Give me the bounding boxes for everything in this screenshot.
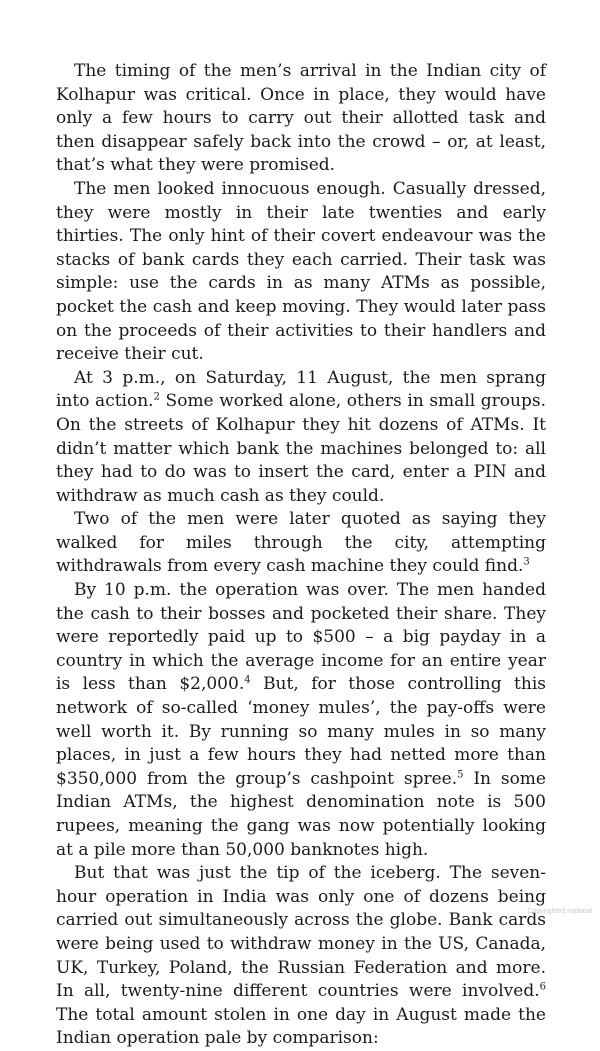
paragraph-text: In some Indian ATMs, the highest denomination note is 500 rupees, meaning the gang was now potentially looking at a pile more than 50,000 banknotes high. (56, 768, 546, 860)
paragraph (56, 862, 546, 1051)
footnote-marker: 4 (244, 674, 251, 686)
paragraph-text: At 3 p.m., on Saturday, 11 August, the men sprang into action. (56, 367, 546, 412)
footnote-marker: 5 (457, 769, 464, 781)
footnote-marker: 2 (153, 391, 160, 403)
footnote-marker: 6 (539, 981, 546, 993)
paragraph (56, 178, 546, 367)
paragraph-text: By 10 p.m. the operation was over. The men handed the cash to their bosses and pocketed their share. They were reportedly paid up to $500 – a big payday in a country in which the average income for an entire year is less than $2,000. (56, 580, 546, 695)
footnote-marker: 3 (523, 556, 530, 568)
paragraph-text: But, for those controlling this network of so-called ‘money mules’, the pay-offs were well worth it. By running so many mules in so many places, in just a few hours they had netted more than $350,000 from the group’s cashpoint spree. (56, 674, 546, 789)
paragraph-text: Some worked alone, others in small groups. On the streets of Kolhapur they hit dozens of ATMs. It didn’t matter which bank the machines belonged to: all they had to do was to insert the card, enter a PIN and withdraw as much cash as they could. (56, 391, 546, 506)
paragraph-text: Two of the men were later quoted as saying they walked for miles through the city, attempting withdrawals from every cash machine they could find. (56, 509, 546, 577)
paragraph (56, 367, 546, 509)
paragraph-text: The total amount stolen in one day in August made the Indian operation pale by comparison: (56, 1004, 546, 1049)
copyright-notice: Copyrighted material (527, 908, 592, 915)
paragraph (56, 508, 546, 579)
paragraph-text: The men looked innocuous enough. Casually dressed, they were mostly in their late twenties and early thirties. The only hint of their covert endeavour was the stacks of bank cards they each carried. Their task was simple: use the cards in as many ATMs as possible, pocket the cash and keep moving. They would later pass on the proceeds of their activities to their handlers and receive their cut. (56, 178, 546, 365)
page-body (56, 60, 546, 1051)
paragraph-text: The timing of the men’s arrival in the Indian city of Kolhapur was critical. Once in place, they would have only a few hours to carry out their allotted task and then disappear safely back into the crowd – or, at least, that’s what they were promised. (56, 61, 546, 176)
paragraph-text: But that was just the tip of the iceberg. The seven-hour operation in India was only one of dozens being carried out simultaneously across the globe. Bank cards were being used to withdraw money in the US, Canada, UK, Turkey, Poland, the Russian Federation and more. In all, twenty-nine different countries were involved. (56, 863, 546, 1002)
paragraph (56, 60, 546, 178)
paragraph (56, 579, 546, 862)
